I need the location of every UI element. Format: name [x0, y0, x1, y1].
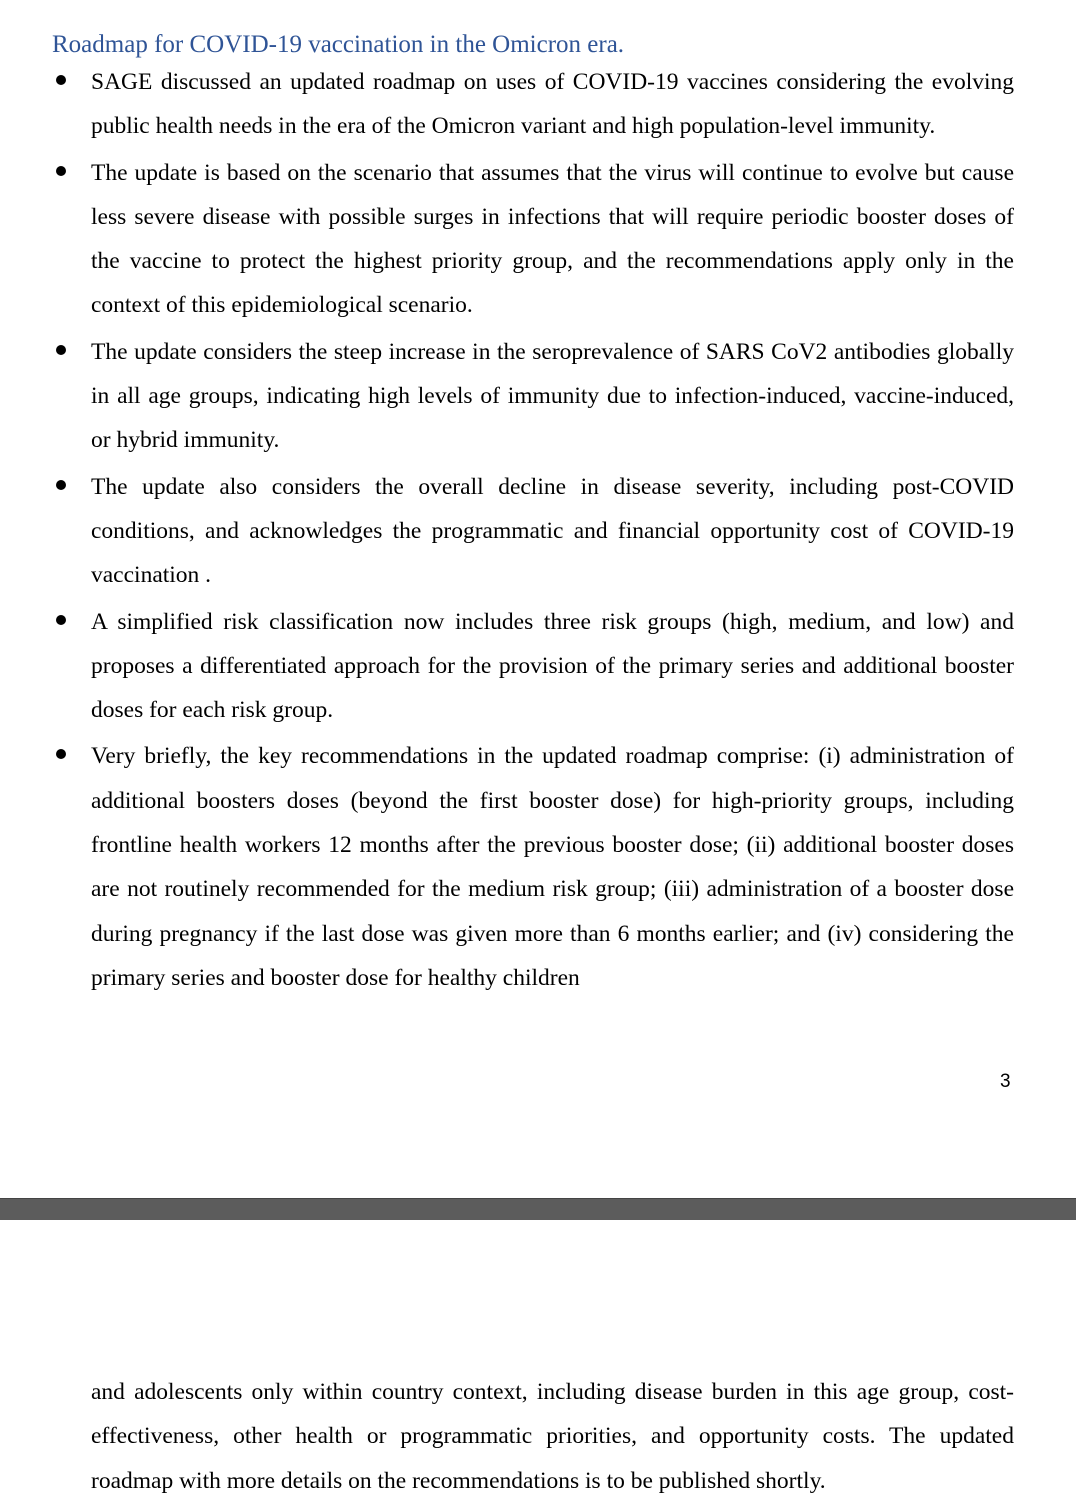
bullet-text: The update also considers the overall decline in disease severity, including post-COVID conditions, and acknowledges the programmatic and financial opportunity cost of COVID-19 vaccination . — [91, 473, 1014, 589]
bullet-text: A simplified risk classification now includes three risk groups (high, medium, and low) and proposes a differentiated approach for the provision of the primary series and additional booster doses for each risk group. — [91, 608, 1014, 724]
recommendations-bullet-list — [0, 60, 1076, 1002]
document-page-2 — [0, 1220, 1076, 1510]
bullet-icon — [56, 480, 66, 490]
bullet-icon — [56, 345, 66, 355]
bullet-icon — [56, 166, 66, 176]
bullet-item — [0, 600, 1076, 733]
section-heading: Roadmap for COVID-19 vaccination in the Omicron era. — [52, 31, 625, 58]
bullet-icon — [56, 615, 66, 625]
bullet-icon — [56, 749, 66, 759]
bullet-item — [0, 330, 1076, 463]
bullet-item — [0, 151, 1076, 328]
bullet-text: The update is based on the scenario that assumes that the virus will continue to evolve but cause less severe disease with possible surges in infections that will require periodic booster doses of the vaccine to protect the highest priority group, and the recommendations apply only in the context of this epidemiological scenario. — [91, 159, 1014, 319]
bullet-text: The update considers the steep increase in the seroprevalence of SARS CoV2 antibodies globally in all age groups, indicating high levels of immunity due to infection-induced, vaccine-induced, or hybrid immunity. — [91, 338, 1014, 454]
continued-paragraph: and adolescents only within country context, including disease burden in this age group, cost-effectiveness, other health or programmatic priorities, and opportunity costs. The updated roadmap with more details on the recommendations is to be published shortly. — [91, 1379, 1014, 1494]
page-number: 3 — [1000, 1071, 1011, 1092]
page-separator — [0, 1198, 1076, 1220]
bullet-item — [0, 60, 1076, 149]
bullet-text: Very briefly, the key recommendations in the updated roadmap comprise: (i) administration of additional boosters doses (beyond the first booster dose) for high-priority groups, including frontline health workers 12 months after the previous booster dose; (ii) additional booster doses are not routinely recommended for the medium risk group; (iii) administration of a booster dose during pregnancy if the last dose was given more than 6 months earlier; and (iv) considering the primary series and booster dose for healthy children — [91, 743, 1014, 991]
bullet-icon — [56, 75, 66, 85]
bullet-item — [0, 465, 1076, 598]
bullet-item — [0, 734, 1076, 1000]
bullet-text: SAGE discussed an updated roadmap on uses of COVID-19 vaccines considering the evolving public health needs in the era of the Omicron variant and high population-level immunity. — [91, 69, 1014, 140]
